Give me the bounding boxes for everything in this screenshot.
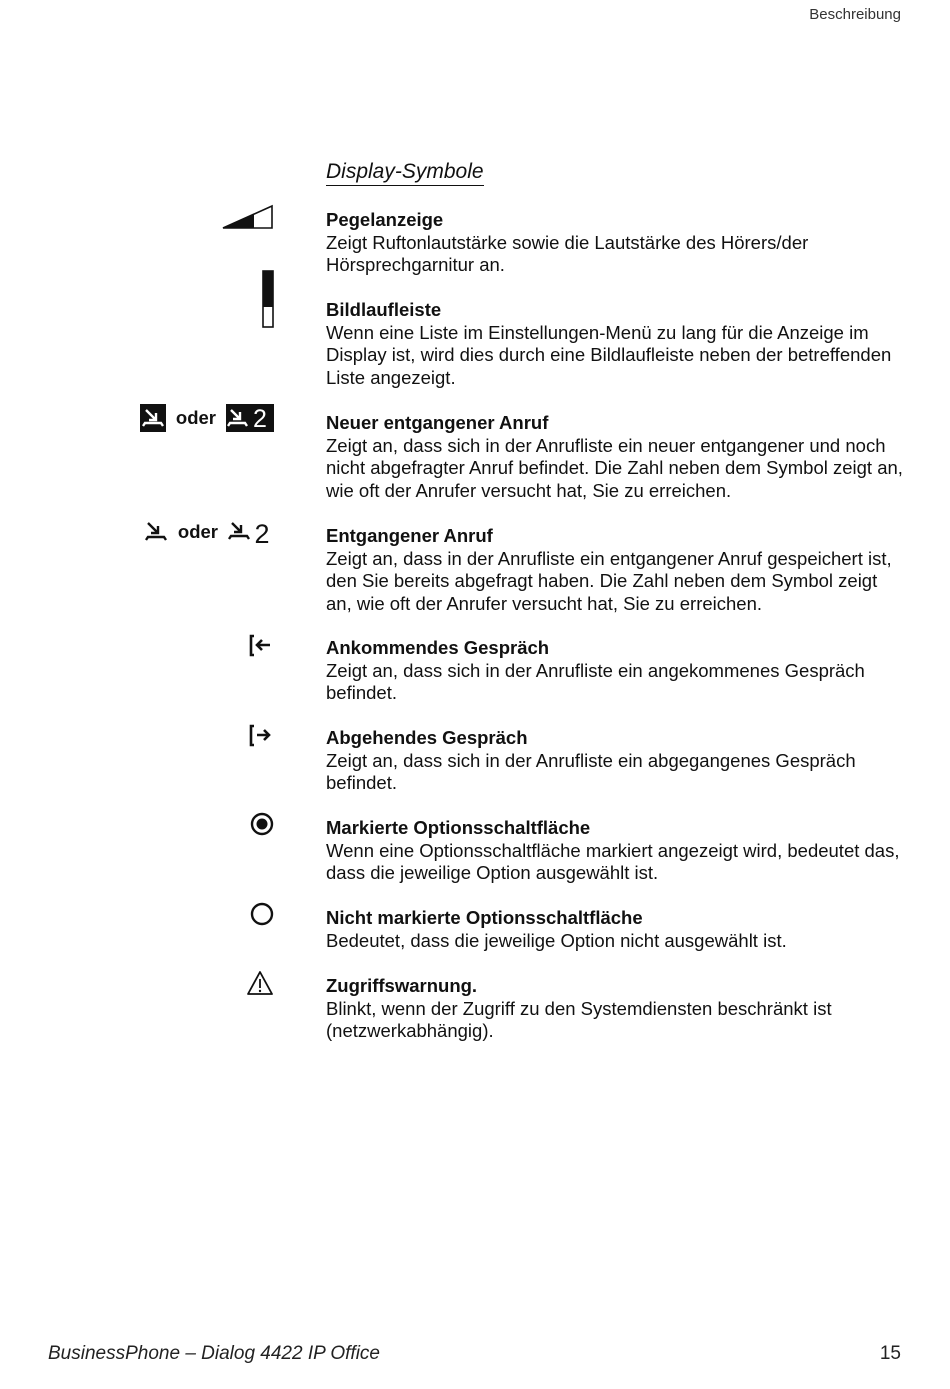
icon-cell-scrollbar <box>262 270 274 328</box>
level-indicator-icon <box>222 204 274 230</box>
entry-new-missed-call <box>326 412 906 502</box>
icon-cell-warning <box>246 970 274 996</box>
entry-description: Wenn eine Liste im Einstellungen-Menü zu lang für die Anzeige im Display ist, wird dies durch eine Bildlaufleiste neben der betreffenden Liste angezeigt. <box>326 321 892 388</box>
oder-label: oder <box>175 407 216 428</box>
entry-level-indicator <box>326 209 906 277</box>
entry-title: Nicht markierte Optionsschaltfläche <box>326 907 643 928</box>
scrollbar-icon <box>262 270 274 328</box>
entry-title: Entgangener Anruf <box>326 525 493 546</box>
entry-description: Blinkt, wenn der Zugriff zu den Systemdiensten beschränkt ist (netzwerkabhängig). <box>326 997 832 1042</box>
entry-title: Abgehendes Gespräch <box>326 727 528 748</box>
entry-description: Zeigt an, dass sich in der Anrufliste ein neuer entgangener und noch nicht abgefragter Anruf befindet. Die Zahl neben dem Symbol zeigt an, wie oft der Anrufer versucht hat, Sie zu erreichen. <box>326 434 903 501</box>
running-header: Beschreibung <box>809 6 901 23</box>
missed-call-icon <box>144 519 168 545</box>
warning-icon <box>246 970 274 996</box>
page-number: 15 <box>879 1343 901 1364</box>
entry-description: Wenn eine Optionsschaltfläche markiert angezeigt wird, bedeutet das, dass die jeweilige Option ausgewählt ist. <box>326 839 900 884</box>
new-missed-call-icon <box>140 404 166 432</box>
icon-cell-radio-unselected <box>250 902 274 926</box>
entry-title: Pegelanzeige <box>326 209 444 230</box>
entry-radio-unselected <box>326 907 906 952</box>
icon-cell-outgoing <box>248 724 274 748</box>
entry-outgoing-call <box>326 727 906 795</box>
entry-title: Markierte Optionsschaltfläche <box>326 817 591 838</box>
entry-access-warning <box>326 975 906 1043</box>
section-title: Display-Symbole <box>326 160 484 186</box>
radio-selected-icon <box>250 812 274 836</box>
icon-cell-missed <box>144 518 274 546</box>
entry-title: Neuer entgangener Anruf <box>326 412 549 433</box>
entry-description: Bedeutet, dass die jeweilige Option nicht ausgewählt ist. <box>326 929 787 951</box>
radio-unselected-icon <box>250 902 274 926</box>
svg-text:2: 2 <box>253 405 267 432</box>
missed-call-count-icon <box>228 518 274 546</box>
entry-description: Zeigt an, dass sich in der Anrufliste ein abgegangenes Gespräch befindet. <box>326 749 856 794</box>
oder-label: oder <box>177 521 218 542</box>
entry-description: Zeigt an, dass in der Anrufliste ein entgangener Anruf gespeichert ist, den Sie bereits abgefragt haben. Die Zahl neben dem Symbol zeigt an, wie oft der Anrufer versucht hat, Sie zu erreichen. <box>326 547 892 614</box>
icon-cell-radio-selected <box>250 812 274 836</box>
entry-title: Ankommendes Gespräch <box>326 637 550 658</box>
new-missed-call-count-icon <box>226 404 274 432</box>
icon-cell-new-missed <box>140 404 274 432</box>
entry-incoming-call <box>326 637 906 705</box>
entry-scrollbar <box>326 299 906 389</box>
incoming-call-icon <box>248 634 274 658</box>
entry-description: Zeigt Ruftonlautstärke sowie die Lautstärke des Hörers/der Hörsprechgarnitur an. <box>326 231 809 276</box>
entry-missed-call <box>326 525 906 615</box>
entry-title: Bildlaufleiste <box>326 299 442 320</box>
svg-text:2: 2 <box>254 519 270 546</box>
entry-title: Zugriffswarnung. <box>326 975 478 996</box>
footer-document-title: BusinessPhone – Dialog 4422 IP Office <box>48 1343 380 1364</box>
entry-radio-selected <box>326 817 906 885</box>
icon-cell-level <box>222 204 274 230</box>
icon-cell-incoming <box>248 634 274 658</box>
outgoing-call-icon <box>248 724 274 748</box>
entry-description: Zeigt an, dass sich in der Anrufliste ein angekommenes Gespräch befindet. <box>326 659 865 704</box>
